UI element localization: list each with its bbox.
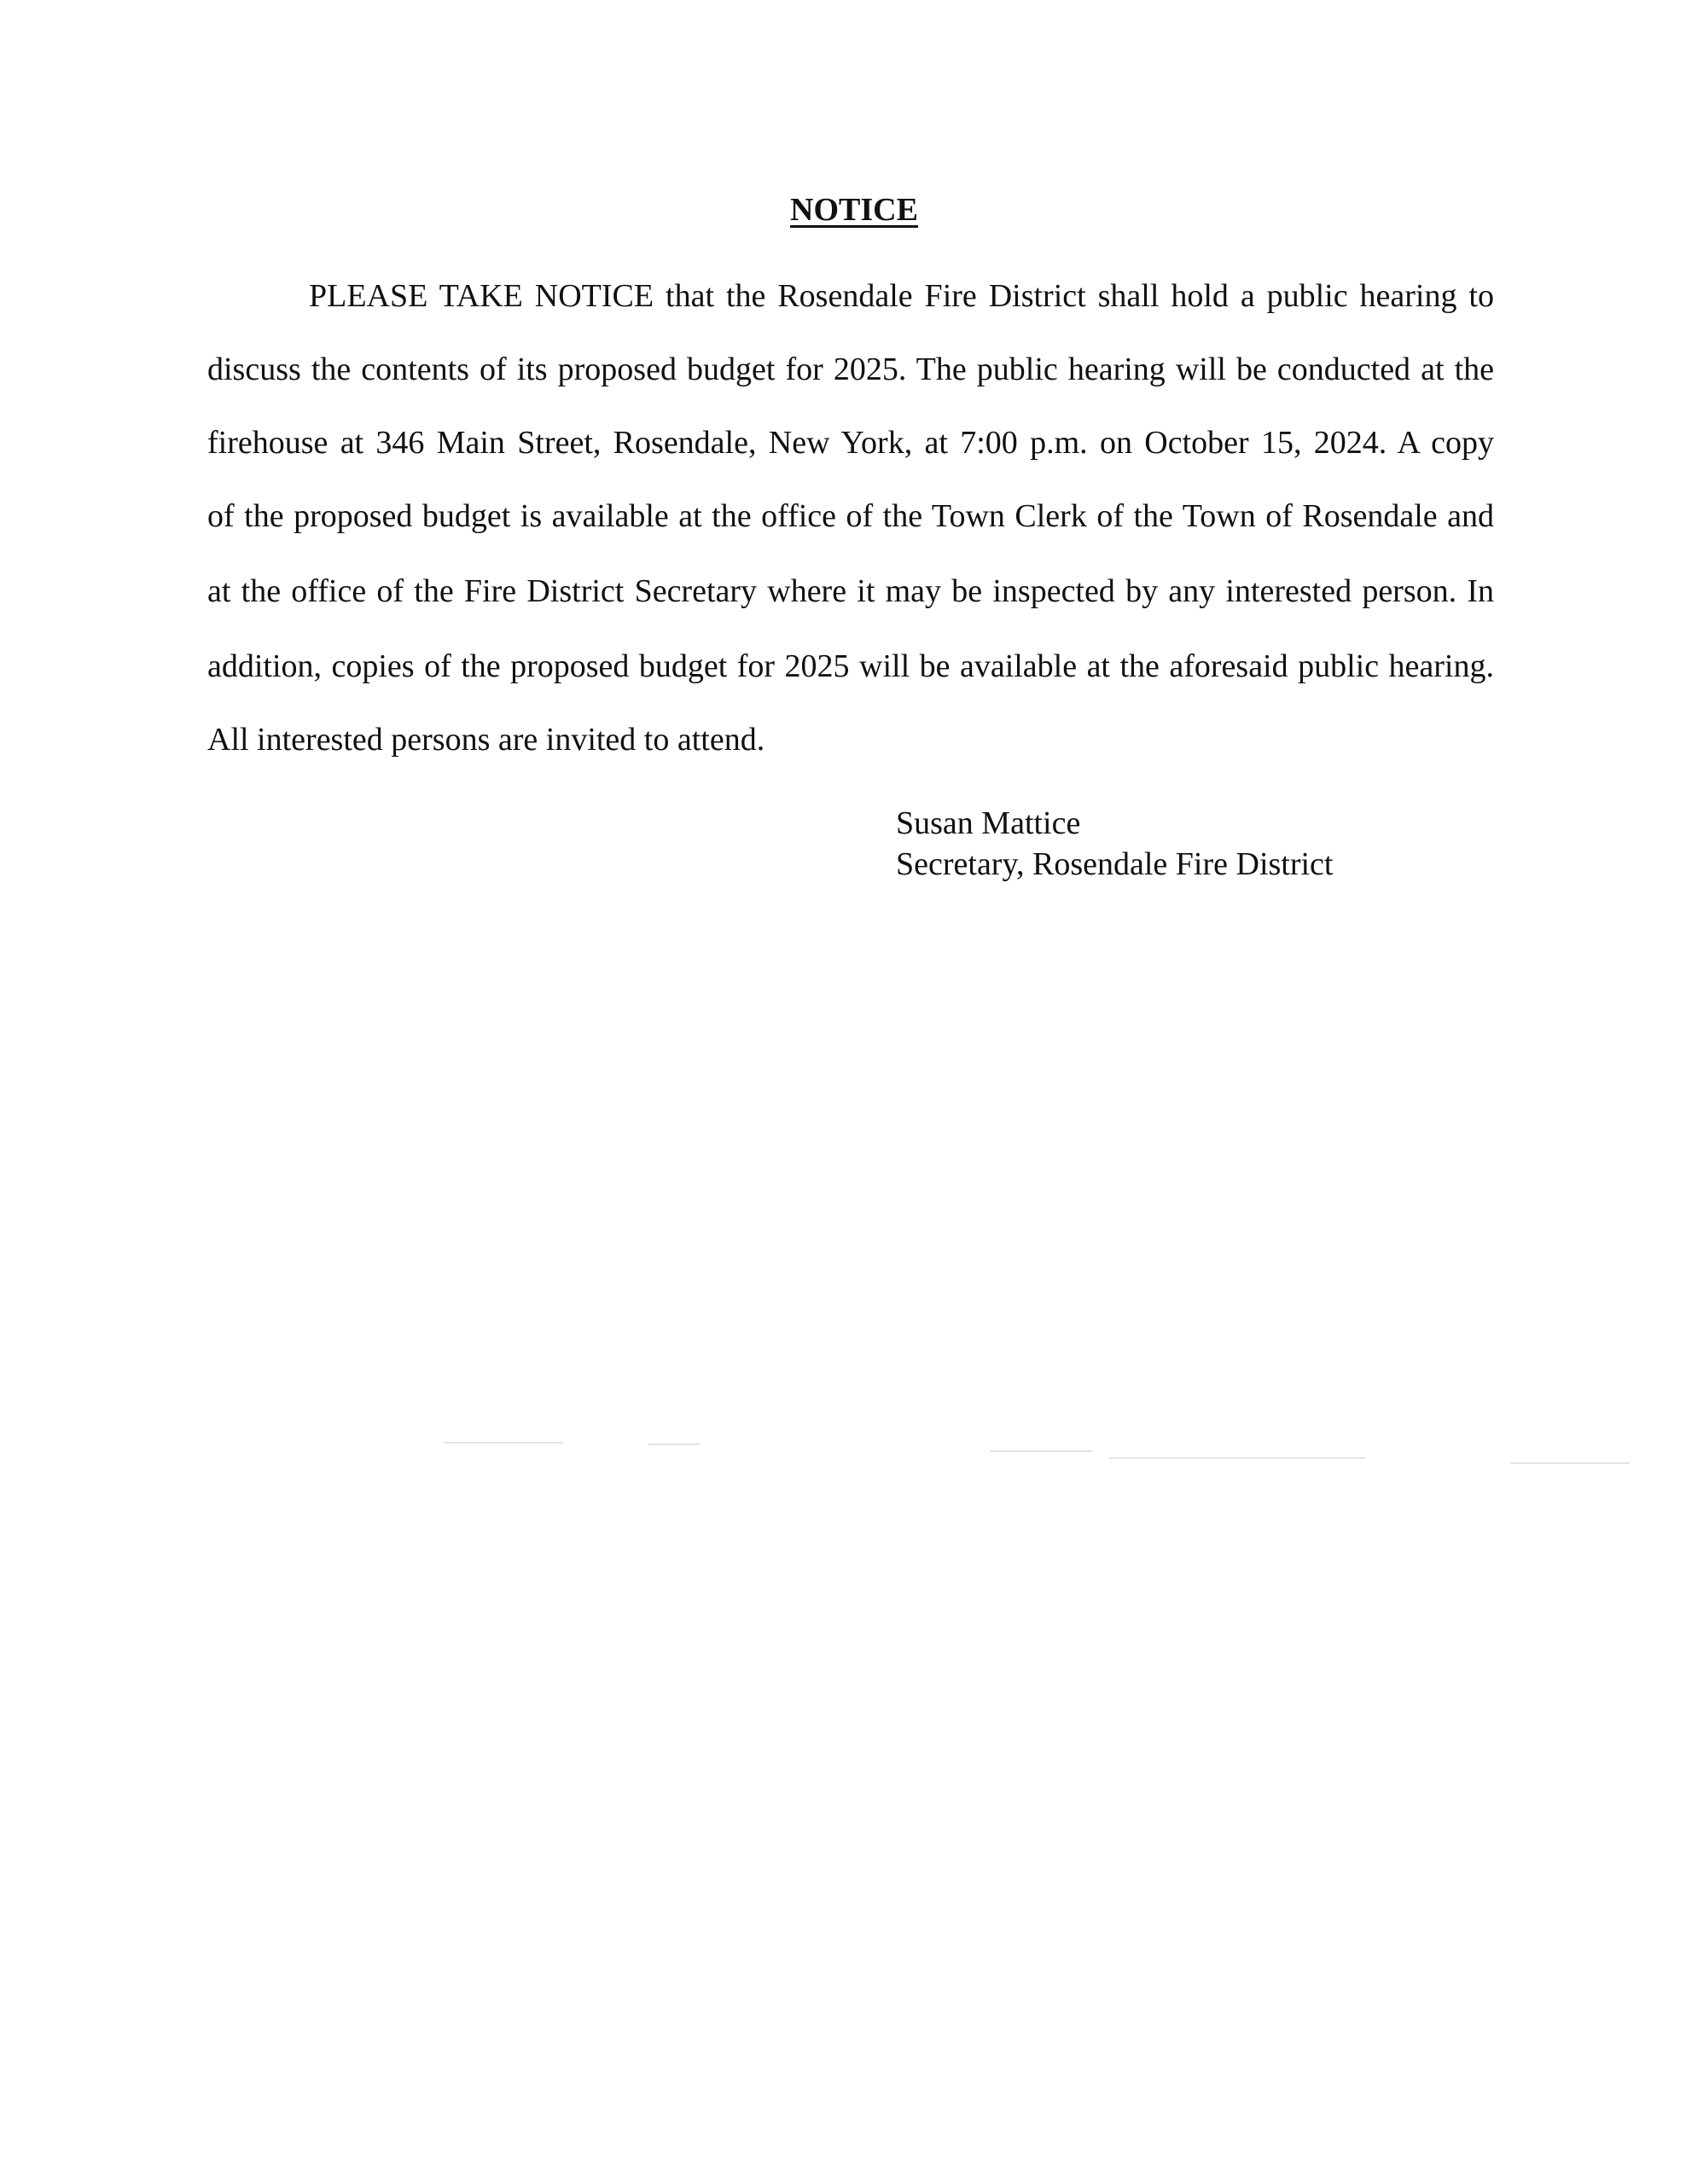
body-line-6: addition, copies of the proposed budget for 2025 will be available at the aforesaid public hearing.	[207, 648, 1494, 684]
scan-fold-mark	[1510, 1462, 1630, 1464]
body-line-4: of the proposed budget is available at the office of the Town Clerk of the Town of Rosendale and	[207, 498, 1494, 534]
scan-fold-mark	[444, 1442, 563, 1443]
body-line-7: All interested persons are invited to attend.	[207, 722, 765, 758]
notice-title: NOTICE	[790, 192, 918, 228]
body-line-2: discuss the contents of its proposed budget for 2025. The public hearing will be conducted at the	[207, 351, 1494, 387]
signature-title: Secretary, Rosendale Fire District	[896, 846, 1334, 882]
scan-fold-mark	[990, 1450, 1092, 1452]
body-line-3: firehouse at 346 Main Street, Rosendale, New York, at 7:00 p.m. on October 15, 2024. A copy	[207, 425, 1494, 461]
scan-fold-mark	[1109, 1457, 1365, 1459]
body-line-5: at the office of the Fire District Secretary where it may be inspected by any interested person. In	[207, 573, 1494, 609]
body-line-1: PLEASE TAKE NOTICE that the Rosendale Fire District shall hold a public hearing to	[309, 278, 1494, 314]
signature-name: Susan Mattice	[896, 805, 1081, 841]
scan-fold-mark	[648, 1443, 700, 1445]
